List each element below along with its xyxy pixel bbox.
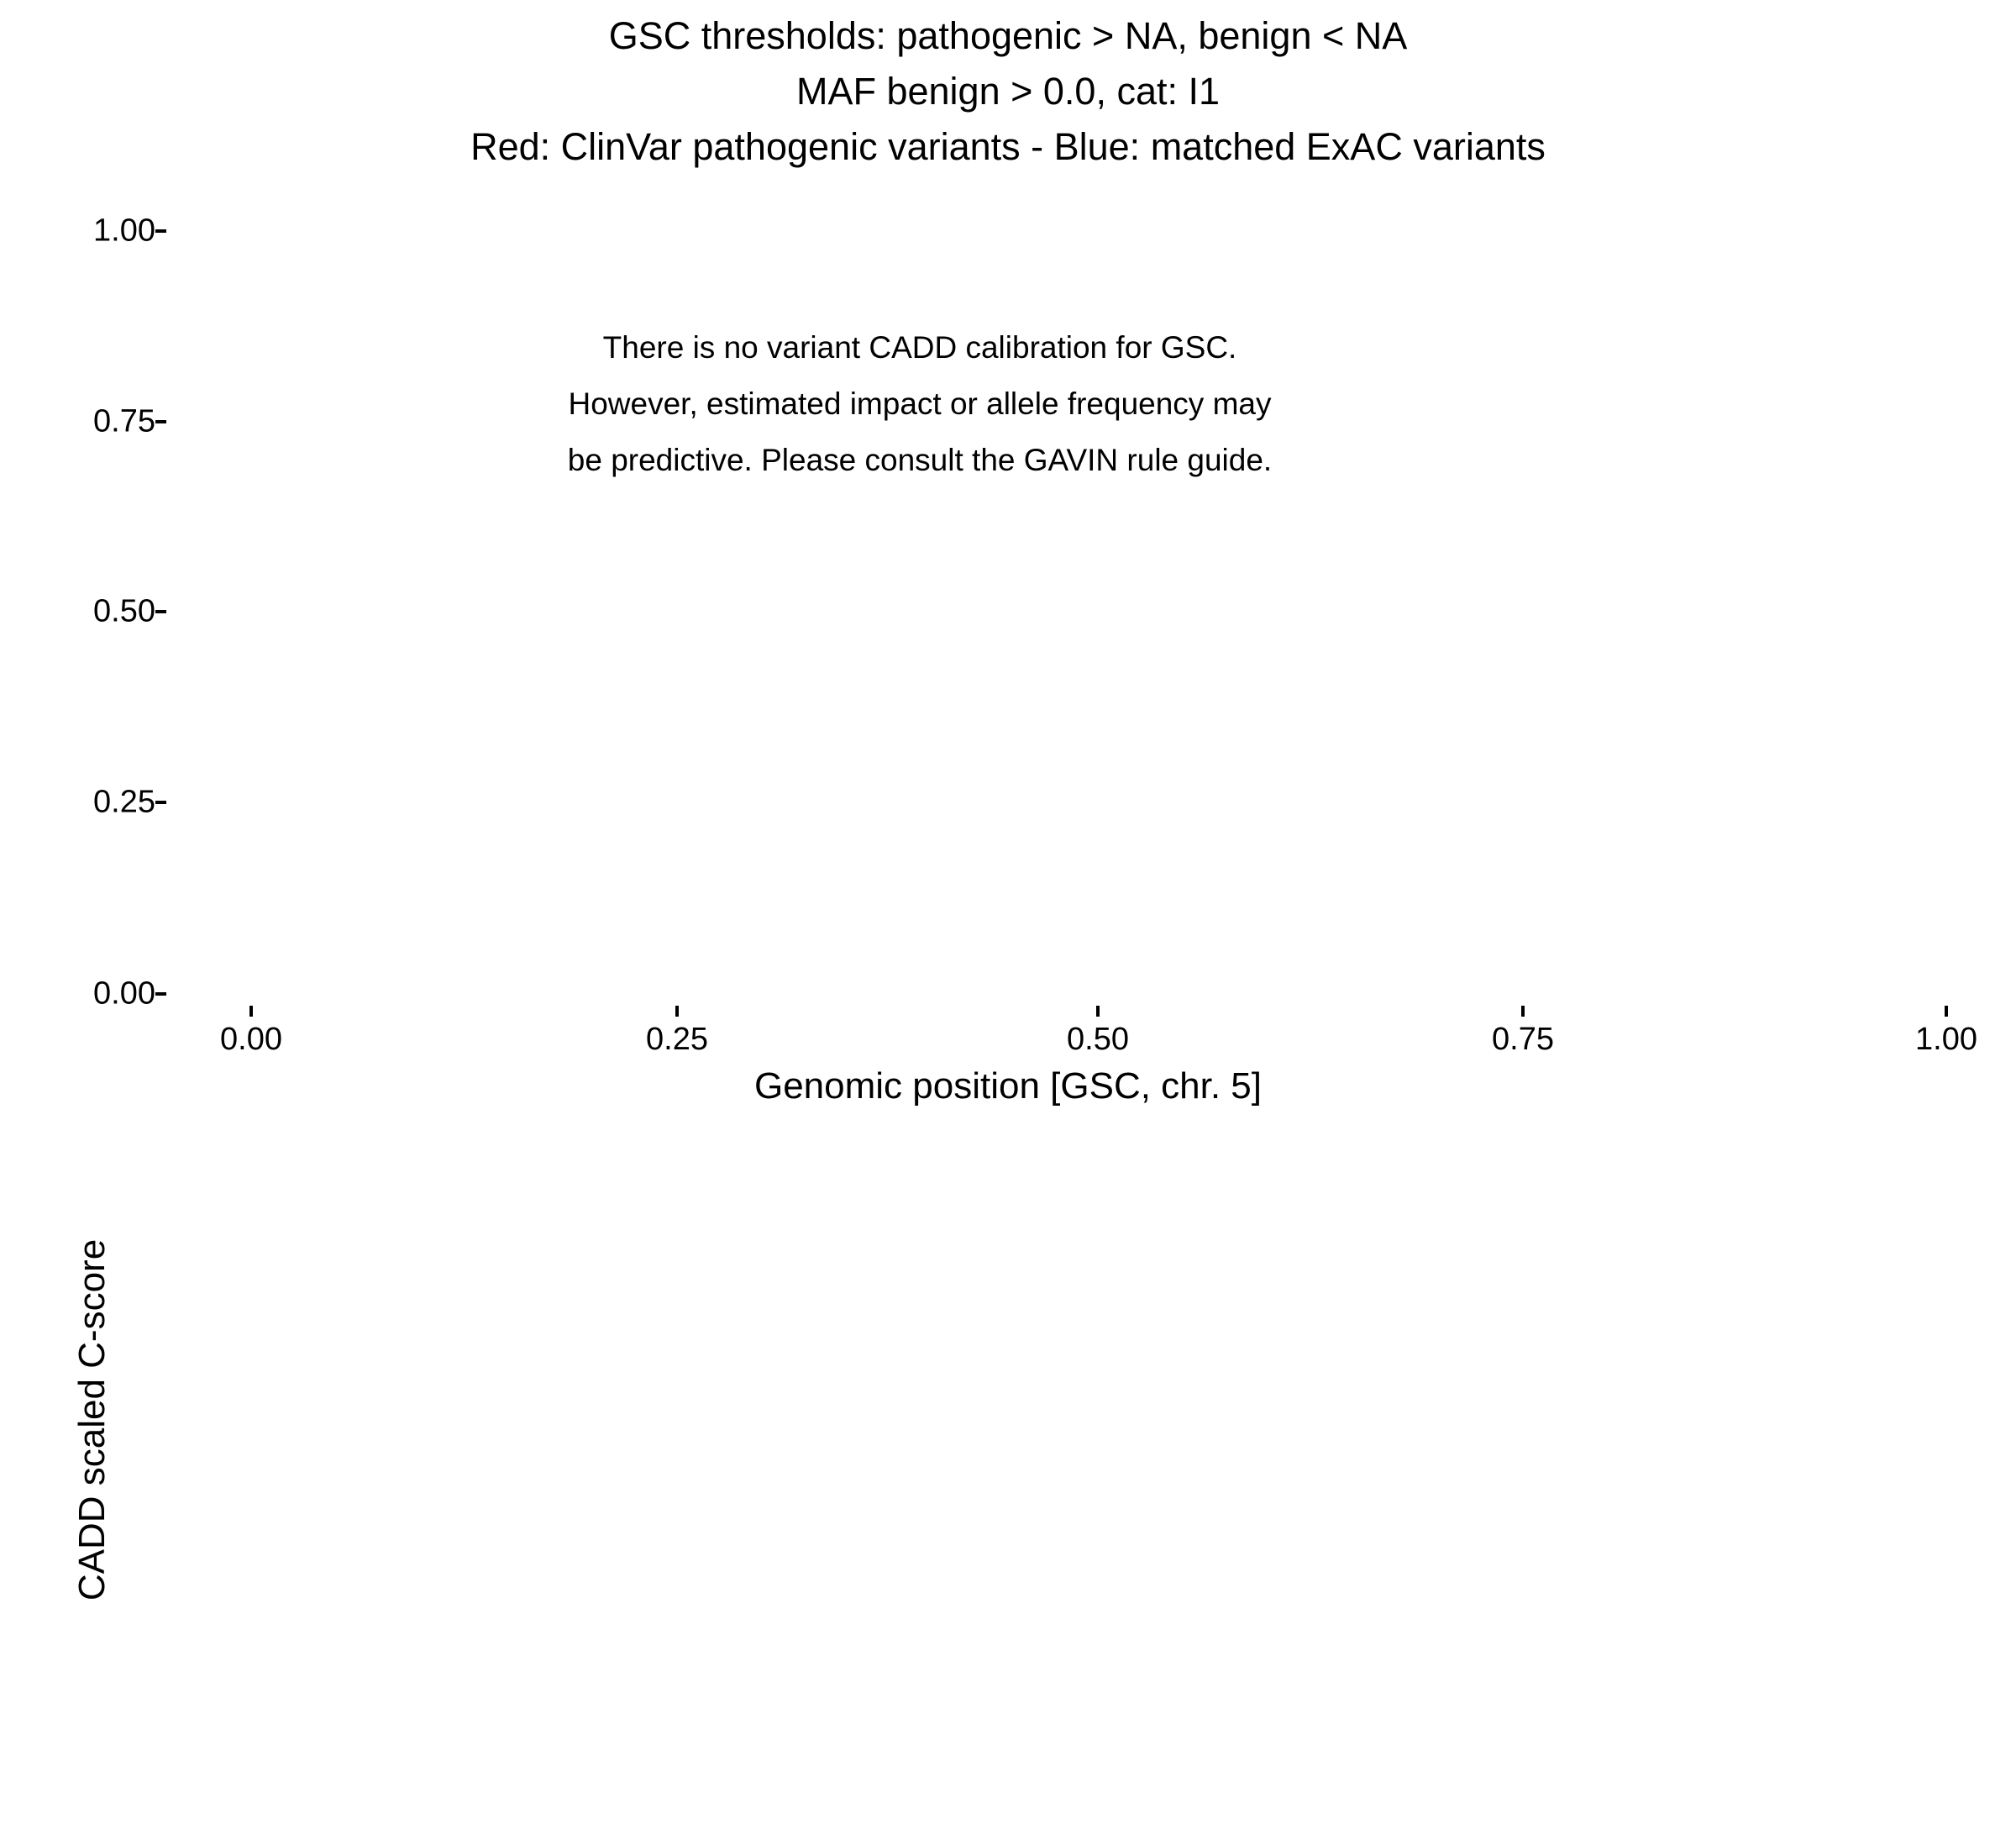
x-tick-mark-0.00 [249,1006,253,1017]
y-tick-mark-0.00 [155,992,166,996]
y-tick-label-1.00: 1.00 [93,213,155,249]
y-tick-label-0.25: 0.25 [93,784,155,820]
chart-annotation-line-2: However, estimated impact or allele frequency may [568,386,1272,421]
chart-title-line-1: GSC thresholds: pathogenic > NA, benign < NA [608,14,1408,57]
y-tick-mark-0.25 [155,801,166,804]
chart-title-line-3: Red: ClinVar pathogenic variants - Blue: matched ExAC variants [470,125,1546,168]
x-tick-mark-0.25 [675,1006,679,1017]
y-tick-mark-1.00 [155,229,166,233]
x-axis-title: Genomic position [GSC, chr. 5] [753,1065,1263,1107]
chart-annotation-line-3: be predictive. Please consult the GAVIN rule guide. [567,443,1273,477]
x-tick-mark-1.00 [1945,1006,1948,1017]
y-tick-label-0.50: 0.50 [93,593,155,629]
chart-annotation [286,319,1554,488]
x-tick-label-0.75: 0.75 [1492,1022,1554,1057]
x-tick-label-1.00: 1.00 [1915,1022,1977,1057]
x-tick-mark-0.50 [1096,1006,1100,1017]
x-tick-label-0.50: 0.50 [1067,1022,1129,1057]
x-tick-mark-0.75 [1521,1006,1525,1017]
y-tick-mark-0.75 [155,420,166,423]
x-tick-label-0.00: 0.00 [220,1022,282,1057]
y-tick-label-0.75: 0.75 [93,403,155,439]
chart-title-line-2: MAF benign > 0.0, cat: I1 [795,70,1221,113]
y-tick-mark-0.50 [155,610,166,613]
chart-title [0,8,2016,175]
y-axis-title: CADD scaled C-score [71,1238,113,1601]
x-tick-label-0.25: 0.25 [646,1022,708,1057]
chart-annotation-line-1: There is no variant CADD calibration for GSC. [602,330,1237,365]
y-tick-label-0.00: 0.00 [93,975,155,1012]
y-axis-title-wrap [63,160,113,1601]
